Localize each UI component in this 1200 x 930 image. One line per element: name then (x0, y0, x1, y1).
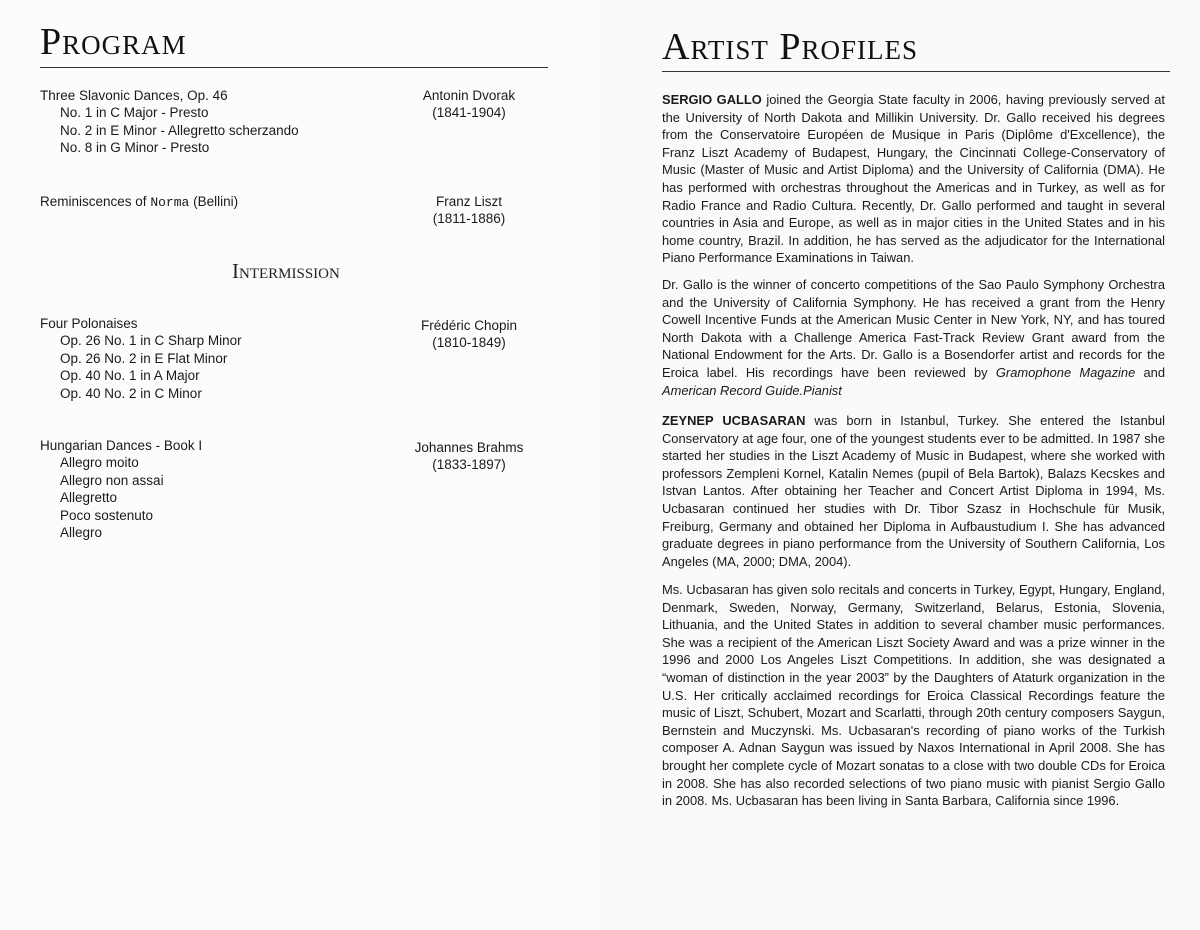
bio-text: and (1135, 364, 1165, 380)
bio-text: joined the Georgia State faculty in 2006, having previously served at the University of North Dakota and Millikin University. Dr. Gallo received his degrees from the Conservatoire Européen de Musique in Paris (Diplôme d'Excellence), the Franz Liszt Academy of Budapest, Hungary, the Cincinnati College-Conservatory of Music (Master of Music and Artist Diploma) and the University of California (DMA). He has performed with orchestras throughout the Americas and in Turkey, as well as for Radio France and Radio Cultura. Recently, Dr. Gallo performed and taught in several countries in Asia and Europe, as well as in major cities in the United States and in his home country, Brazil. In addition, he has served as the adjudicator for the International Piano Performance Examinations in Taiwan. (662, 92, 1165, 266)
composer-dates: (1833-1897) (432, 457, 506, 473)
piece-movement: Allegro moito (60, 455, 139, 471)
bio-text: Dr. Gallo is the winner of concerto competitions of the Sao Paulo Symphony Orchestra and the University of California Symphony. He has received a grant from the Henry Cowell Incentive Funds at the American Music Center in New York, NY, and has toured North Dakota with a Challenge America Fast-Track Review Grant award from the National Endowment for the Arts. Dr. Gallo is a Bosendorfer artist and records for the Eroica label. His recordings have been reviewed by (662, 277, 1165, 380)
bio-paragraph-gallo (662, 91, 1165, 267)
composer-name: Frédéric Chopin (420, 318, 518, 333)
piece-movement: Allegro (60, 525, 103, 541)
publication-title: American Record Guide.Pianist (662, 382, 842, 398)
piece-movement: Op. 40 No. 2 in C Minor (60, 385, 202, 401)
composer-dates: (1810-1849) (432, 335, 506, 351)
program-rule (40, 67, 548, 68)
piece-title: Four Polonaises (40, 316, 138, 331)
composer-name: Johannes Brahms (414, 440, 524, 455)
program-piece-dvorak (40, 87, 540, 157)
piece-title-work: Norma (150, 195, 190, 210)
piece-movement: Op. 26 No. 2 in E Flat Minor (60, 350, 228, 366)
program-piece-chopin (40, 315, 540, 402)
intermission-label: Intermission (232, 259, 340, 283)
piece-title: Hungarian Dances - Book I (40, 438, 203, 453)
artist-name: ZEYNEP UCBASARAN (662, 413, 806, 428)
piece-movement: Op. 40 No. 1 in A Major (60, 368, 200, 384)
piece-movement: Allegro non assai (60, 472, 164, 488)
program-piece-brahms (40, 437, 540, 541)
program-heading: Program (40, 21, 187, 63)
composer (404, 87, 534, 122)
composer (404, 439, 534, 474)
composer-name: Antonin Dvorak (422, 88, 516, 103)
piece-movement: No. 2 in E Minor - Allegretto scherzando (60, 122, 299, 138)
program-piece-liszt (40, 193, 540, 227)
piece-movement: No. 1 in C Major - Presto (60, 105, 209, 121)
composer-name: Franz Liszt (435, 194, 503, 209)
bio-paragraph-ucbasaran-career (662, 581, 1165, 810)
bio-text: Ms. Ucbasaran has given solo recitals and concerts in Turkey, Egypt, Hungary, England, Denmark, Sweden, Norway, Germany, Switzerland, Belarus, Estonia, Slovenia, Lithuania, and the United States in addition to several chamber music performances. She was a recipient of the American Liszt Society Award and was a prize winner in the 1996 and 2000 Los Angeles Liszt Competitions. In addition, she was designated a “woman of distinction in the year 2003” by the Daughters of Ataturk organization in the U.S. Her critically acclaimed recordings for Eroica Classical Recordings feature the music of Liszt, Schubert, Mozart and Scarlatti, through 20th century composers Saygun, Bernstein and Muczynski. Ms. Ucbasaran's recording of piano works of the Turkish composer A. Adnan Saygun was issued by Naxos International in April 2008. She has brought her complete cycle of Mozart sonatas to a close with two double CDs for Eroica in 2008. She has also recorded selections of two piano music with pianist Sergio Gallo in 2008. Ms. Ucbasaran has been living in Santa Barbara, California since 1996. (662, 582, 1165, 809)
bio-paragraph-gallo-awards (662, 276, 1165, 399)
composer-dates: (1841-1904) (432, 105, 506, 121)
piece-movement: Op. 26 No. 1 in C Sharp Minor (60, 333, 242, 349)
bio-paragraph-ucbasaran (662, 412, 1165, 570)
piece-movement: Allegretto (60, 490, 118, 506)
piece-title-prefix: Reminiscences of (40, 194, 147, 209)
publication-title: Gramophone Magazine (995, 364, 1136, 380)
piece-movement: Poco sostenuto (60, 507, 154, 523)
piece-title: Three Slavonic Dances, Op. 46 (40, 88, 228, 103)
piece-movement: No. 8 in G Minor - Presto (60, 140, 210, 156)
bio-text: was born in Istanbul, Turkey. She entered the Istanbul Conservatory at age four, one of the youngest students ever to be admitted. In 1987 she started her studies in the Liszt Academy of Music in Budapest, where she worked with professors Zempleni Kornel, Katalin Nemes (pupil of Bela Bartok), Balazs Kecskes and Istvan Lantos. After obtaining her Teacher and Concert Artist Diploma in 1994, Ms. Ucbasaran continued her studies with Dr. Tibor Szasz in Hochschule für Musik, Freiburg, Germany and obtained her Diploma in Aufbaustudium I. She has advanced graduate degrees in piano performance from the University of Southern California, Los Angeles (MA, 2000; DMA, 2004). (662, 413, 1165, 569)
profiles-rule (662, 71, 1170, 72)
artist-name: SERGIO GALLO (662, 92, 762, 107)
profiles-page (600, 0, 1200, 930)
piece-title-suffix: (Bellini) (193, 194, 239, 209)
composer (404, 317, 534, 352)
profiles-heading: Artist Profiles (662, 26, 918, 68)
composer (404, 193, 534, 228)
composer-dates: (1811-1886) (432, 211, 506, 227)
